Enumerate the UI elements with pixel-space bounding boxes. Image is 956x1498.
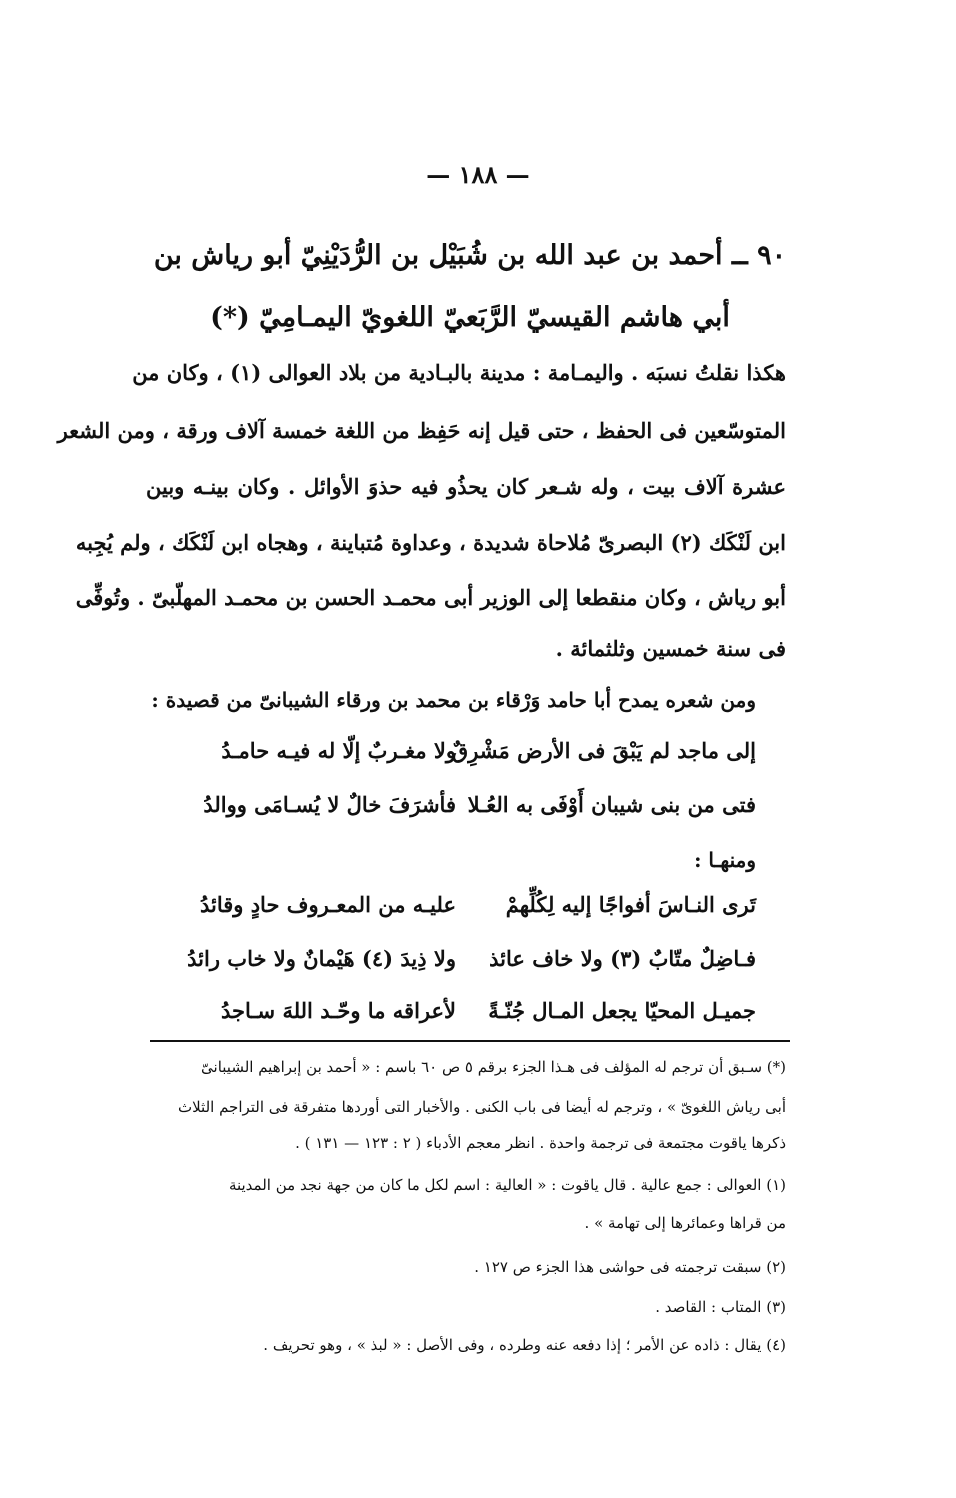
body-line-6: فى سنة خمسين وثلثمائة . bbox=[555, 636, 786, 661]
poem-intro: ومن شعره يمدح أبا حامد وَرْقاء بن محمد بن ورقاء الشيبانىّ من قصيدة : bbox=[151, 688, 756, 712]
body-line-5: أبو رياش ، وكان منقطعا إلى الوزير أبى محمـد الحسن بن محمـد المهلّبىّ . وتُوفِّى bbox=[75, 585, 786, 610]
poem-minha-label: ومنهـا : bbox=[694, 848, 756, 872]
footnote-line-8: (٤) يقال : ذاده عن الأمر ؛ إذا دفعه عنه وطرده ، وفى الأصل : « لبذ » ، وهو تحريف . bbox=[263, 1336, 786, 1354]
footnote-line-2: أبى رياش اللغوىّ » ، وترجم له أيضا فى باب الكنى . والأخبار التى أوردها متفرقة فى التراجم الثلاث bbox=[177, 1098, 786, 1116]
verse-5-first-hemistich: جميـل المحيّا يجعل المـال جُنّـةً bbox=[488, 998, 756, 1023]
footnote-separator bbox=[150, 1040, 790, 1042]
body-line-2: المتوسّعين فى الحفظ ، حتى قيل إنه حَفِظ من اللغة خمسة آلاف ورقة ، ومن الشعر bbox=[57, 418, 786, 443]
page-number: — ١٨٨ — bbox=[426, 160, 530, 189]
footnote-line-3: ذكرها ياقوت مجتمعة فى ترجمة واحدة . انظر معجم الأدباء ( ٢ : ١٢٣ — ١٣١ ) . bbox=[295, 1134, 786, 1152]
footnote-line-4: (١) العوالى : جمع عالية . قال ياقوت : « العالية : اسم لكل ما كان من جهة نجد من المدينة bbox=[228, 1176, 786, 1194]
verse-4-second-hemistich: ولا ذِيدَ (٤) هَيْمانٌ ولا خاب رائدُ bbox=[187, 946, 456, 971]
footnote-line-6: (٢) سبقت ترجمته فى حواشى هذا الجزء ص ١٢٧ . bbox=[474, 1258, 786, 1276]
body-line-1: هكذا نقلتُ نسبَه . واليمـامة : مدينة بالبـادية من بلاد العوالى (١) ، وكان من bbox=[132, 360, 786, 385]
body-line-4: ابن لَنْكَك (٢) البصرىّ مُلاحاة شديدة ، وعداوة مُتباينة ، وهجاه ابن لَنْكَك ، ولم يُجِبه bbox=[75, 530, 786, 555]
entry-title-line-1: ٩٠ ــ أحمد بن عبد الله بن شُبَيْل بن الرُّدَيْنِيّ أبو رياش بن bbox=[153, 240, 787, 271]
entry-title-line-2: أبي هاشم القيسيّ الرَّبَعيّ اللغويّ اليمـامِيّ (*) bbox=[210, 302, 730, 333]
verse-3-first-hemistich: تَرى النـاسَ أفواجًا إليه لِكُلِّهمْ bbox=[505, 892, 756, 917]
footnote-line-5: من قراها وعمائرها إلى تهامة » . bbox=[584, 1214, 786, 1232]
verse-4-first-hemistich: فـاضِلٌ متّابٌ (٣) ولا خاف عائذ bbox=[489, 946, 756, 971]
footnote-line-7: (٣) المتاب : القاصد . bbox=[655, 1298, 786, 1316]
verse-3-second-hemistich: عليـه من المعـروف حادٍ وقائدُ bbox=[199, 892, 456, 917]
verse-1-second-hemistich: ولا مغـربٌ إلّا له فيـه حامـدُ bbox=[221, 738, 456, 763]
verse-2-first-hemistich: فتى من بنى شيبان أَوْفَى به العُـلا bbox=[467, 792, 756, 817]
body-line-3: عشرة آلاف بيت ، وله شـعر كان يحذُو فيه حذوَ الأوائل . وكان بينـه وبين bbox=[146, 474, 786, 499]
verse-1-first-hemistich: إلى ماجد لم يَبْقَ فى الأرض مَشْرِقٌ bbox=[451, 738, 756, 763]
verse-2-second-hemistich: فأشرَفَ خالٌ لا يُسـامَى ووالدُ bbox=[203, 792, 456, 817]
verse-5-second-hemistich: لأعراقه ما وحّـد اللهَ سـاجدُ bbox=[220, 998, 456, 1023]
footnote-line-1: (*) سـبق أن ترجم له المؤلف فى هـذا الجزء برقم ٥ ص ٦٠ باسم : « أحمد بن إبراهيم الشيبانىّ bbox=[201, 1058, 786, 1076]
